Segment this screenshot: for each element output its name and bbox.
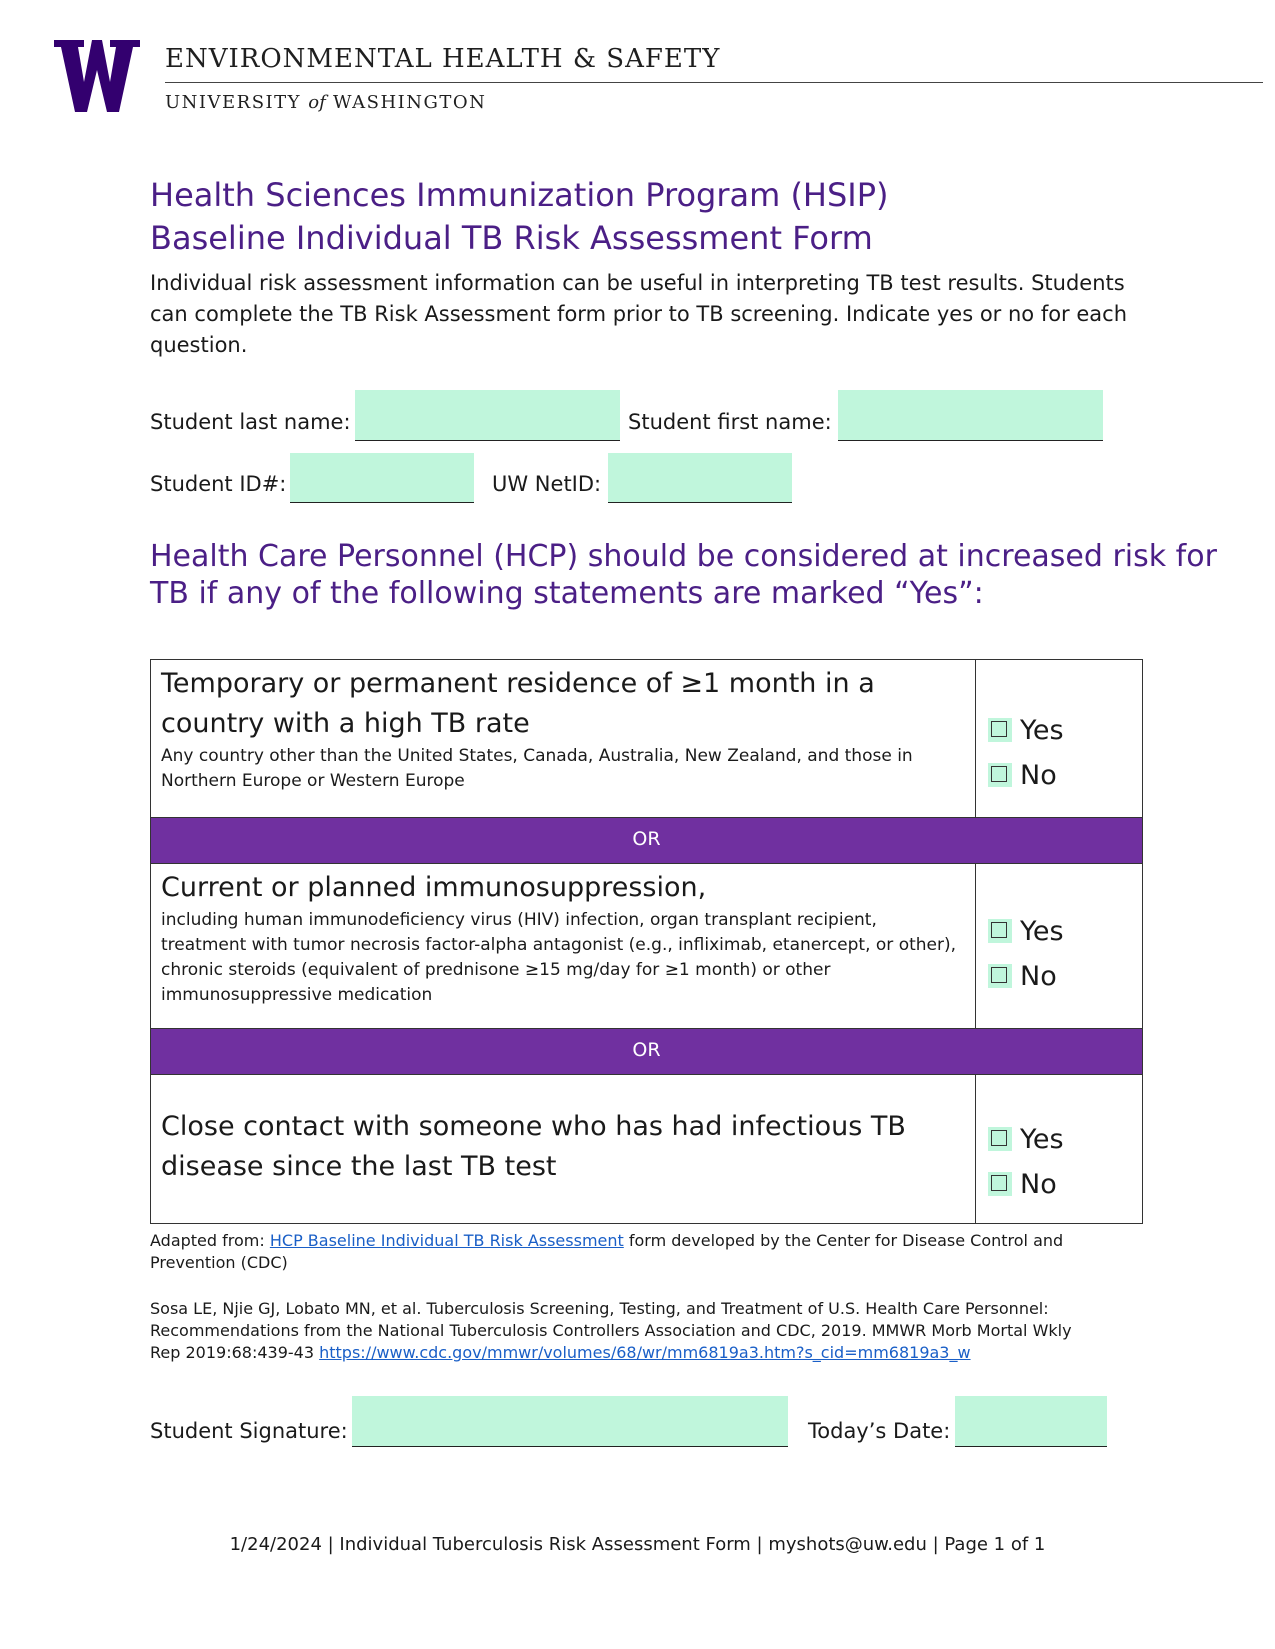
question-1-yes-option[interactable]: Yes (988, 714, 1064, 748)
question-1-sub: Any country other than the United States, Canada, Australia, New Zealand, and those in Northern Europe or Western Europe (161, 746, 913, 791)
question-3-main: Close contact with someone who has had infectious TB disease since the last TB test (161, 1111, 906, 1182)
question-3-text (151, 1075, 976, 1223)
page-footer: 1/24/2024 | Individual Tuberculosis Risk Assessment Form | myshots@uw.edu | Page 1 of 1 (229, 1534, 1046, 1555)
cdc-form-link[interactable]: HCP Baseline Individual TB Risk Assessment (269, 1231, 624, 1250)
netid-field[interactable] (608, 453, 792, 503)
question-2-yes-option[interactable]: Yes (988, 915, 1064, 949)
org-name: ENVIRONMENTAL HEALTH & SAFETY (165, 44, 721, 74)
checkbox-icon[interactable] (988, 964, 1012, 988)
last-name-label: Student last name: (150, 410, 351, 434)
question-2-no-option[interactable]: No (988, 960, 1057, 994)
question-1-no-option[interactable]: No (988, 759, 1057, 793)
first-name-field[interactable] (838, 390, 1103, 441)
checkbox-icon[interactable] (988, 1172, 1012, 1196)
date-field[interactable] (955, 1396, 1107, 1447)
question-3-yes-option[interactable]: Yes (988, 1123, 1064, 1157)
checkbox-icon[interactable] (988, 1127, 1012, 1151)
uw-w-logo (54, 40, 140, 112)
question-1-main: Temporary or permanent residence of ≥1 month in a country with a high TB rate (161, 668, 875, 739)
student-id-label: Student ID#: (150, 472, 287, 496)
checkbox-icon[interactable] (988, 919, 1012, 943)
page-title-line1: Health Sciences Immunization Program (HSIP) (150, 176, 889, 214)
signature-field[interactable] (352, 1396, 788, 1447)
question-2-sub: including human immunodeficiency virus (HIV) infection, organ transplant recipient, treatment with tumor necrosis factor-alpha antagonist (e.g., infliximab, etanercept, or other), chronic steroids (equivalent of prednisone ≥15 mg/day for ≥1 month) or other immunosuppressive medication (161, 910, 957, 1005)
section-heading: Health Care Personnel (HCP) should be considered at increased risk for TB if any of the following statements are marked “Yes”: (150, 539, 1217, 611)
question-2-main: Current or planned immunosuppression, (161, 872, 707, 903)
intro-paragraph: Individual risk assessment information can be useful in interpreting TB test results. Students can complete the TB Risk Assessment form prior to TB screening. Indicate yes or no for each question. (150, 271, 1128, 357)
question-row-2 (151, 864, 1142, 1028)
header-divider (165, 82, 1263, 83)
netid-label: UW NetID: (492, 472, 602, 496)
or-divider-2: OR (151, 1028, 1142, 1075)
mmwr-link[interactable]: https://www.cdc.gov/mmwr/volumes/68/wr/mm6819a3.htm?s_cid=mm6819a3_w (319, 1343, 971, 1362)
university-name: UNIVERSITY of WASHINGTON (165, 92, 487, 113)
question-3-answers (976, 1075, 1142, 1223)
student-id-field[interactable] (290, 453, 474, 503)
or-divider-1: OR (151, 817, 1142, 864)
first-name-label: Student first name: (628, 410, 832, 434)
question-1-text (151, 660, 976, 817)
page-title (150, 174, 889, 260)
last-name-field[interactable] (355, 390, 620, 441)
page-title-line2: Baseline Individual TB Risk Assessment Form (150, 219, 873, 257)
checkbox-icon[interactable] (988, 763, 1012, 787)
question-row-3 (151, 1075, 1142, 1223)
checkbox-icon[interactable] (988, 718, 1012, 742)
risk-assessment-table (150, 659, 1143, 1224)
question-1-answers (976, 660, 1142, 817)
date-label: Today’s Date: (808, 1419, 951, 1443)
question-row-1 (151, 660, 1142, 817)
adapted-from-note: Adapted from: HCP Baseline Individual TB Risk Assessment form developed by the Center for Disease Control and Prevention (CDC) (150, 1231, 1064, 1272)
citation: Sosa LE, Njie GJ, Lobato MN, et al. Tuberculosis Screening, Testing, and Treatment of U.S. Health Care Personnel: Recommendations from the National Tuberculosis Controllers Association and CDC, 2019. MMWR Morb Mortal Wkly Rep 2019:68:439-43 https://www.cdc.gov/mmwr/volumes/68/wr/mm6819a3.htm?s_cid=mm6819a3_w (150, 1299, 1072, 1362)
question-2-answers (976, 864, 1142, 1028)
question-3-no-option[interactable]: No (988, 1168, 1057, 1202)
signature-label: Student Signature: (150, 1419, 348, 1443)
question-2-text (151, 864, 976, 1028)
